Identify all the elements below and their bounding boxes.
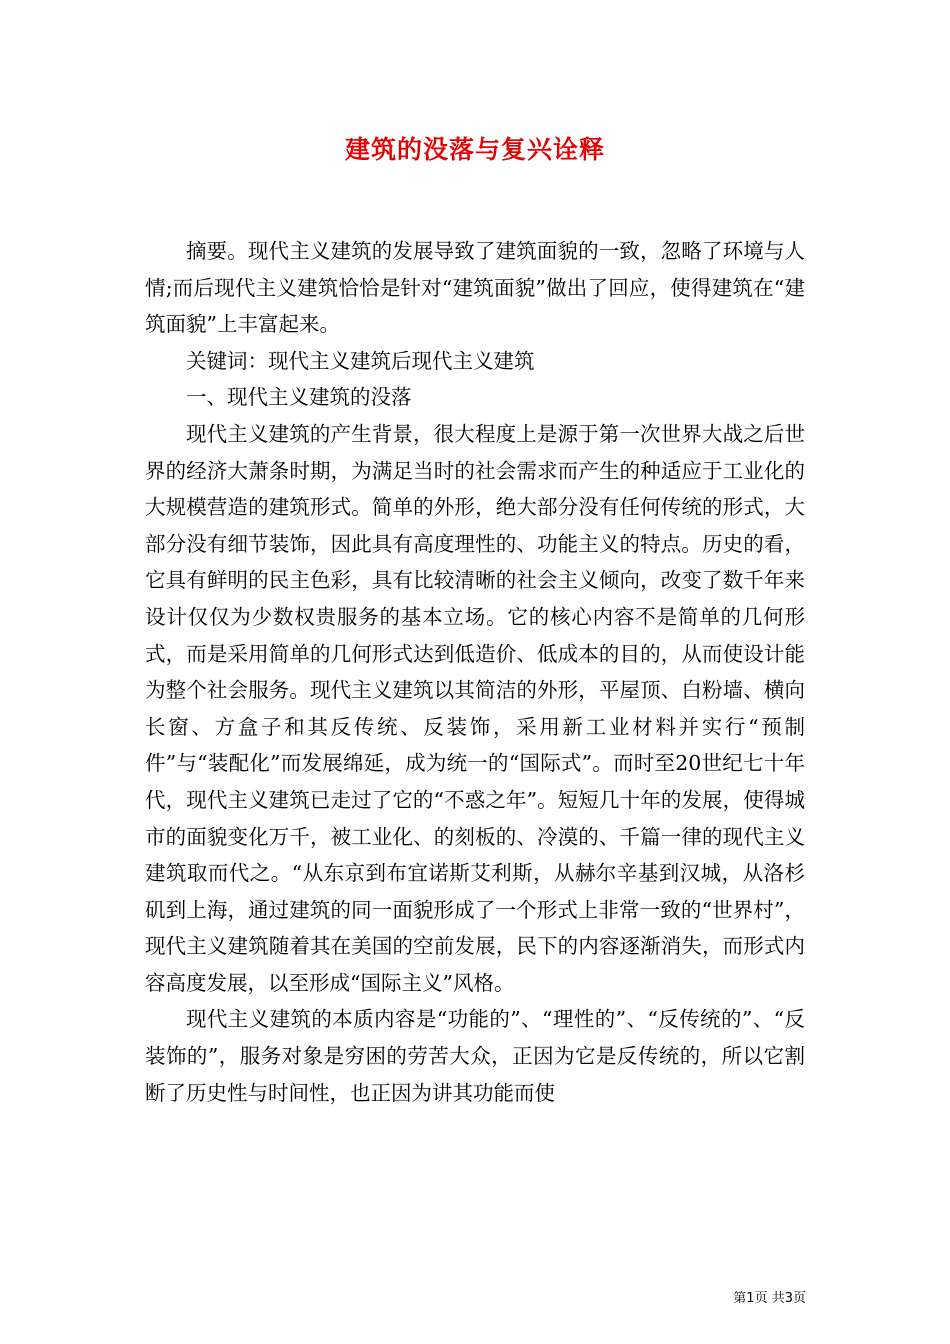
section-heading: 一、现代主义建筑的没落 (186, 385, 412, 410)
current-page-number: 1 (746, 1291, 755, 1306)
abstract-paragraph: 摘要。现代主义建筑的发展导致了建筑面貌的一致，忽略了环境与人情;而后现代主义建筑恰恰是针对“建筑面貌”做出了回应，使得建筑在“建筑面貌”上丰富起来。 (145, 239, 805, 337)
keywords-paragraph: 关键词：现代主义建筑后现代主义建筑 (186, 348, 535, 373)
footer-prefix: 第 (733, 1291, 747, 1306)
footer-suffix: 页 (792, 1291, 806, 1306)
body-paragraph: 现代主义建筑的本质内容是“功能的”、“理性的”、“反传统的”、“反装饰的”，服务对象是穷困的劳苦大众，正因为它是反传统的，所以它割断了历史性与时间性，也正因为讲其功能而使 (145, 1007, 805, 1105)
document-title: 建筑的没落与复兴诠释 (344, 135, 605, 164)
document-body (145, 233, 805, 1111)
footer-middle: 页 共 (754, 1291, 785, 1306)
body-paragraph: 现代主义建筑的产生背景，很大程度上是源于第一次世界大战之后世界的经济大萧条时期，为满足当时的社会需求而产生的种适应于工业化的大规模营造的建筑形式。简单的外形，绝大部分没有任何传统的形式，大部分没有细节装饰，因此具有高度理性的、功能主义的特点。历史的看，它具有鲜明的民主色彩，具有比较清晰的社会主义倾向，改变了数千年来设计仅仅为少数权贵服务的基本立场。它的核心内容不是简单的几何形式，而是采用简单的几何形式达到低造价、低成本的目的，从而使设计能为整个社会服务。现代主义建筑以其简洁的外形，平屋顶、白粉墙、横向长窗、方盒子和其反传统、反装饰，采用新工业材料并实行“预制件”与“装配化”而发展绵延，成为统一的“国际式”。而时至20世纪七十年代，现代主义建筑已走过了它的“不惑之年”。短短几十年的发展，使得城市的面貌变化万千，被工业化、的刻板的、冷漠的、千篇一律的现代主义建筑取而代之。“从东京到布宜诺斯艾利斯，从赫尔辛基到汉城，从洛杉矶到上海，通过建筑的同一面貌形成了一个形式上非常一致的“世界村”，现代主义建筑随着其在美国的空前发展，民下的内容逐渐消失，而形式内容高度发展，以至形成“国际主义”风格。 (145, 421, 805, 995)
page-footer (0, 1287, 806, 1306)
total-pages-number: 3 (784, 1291, 793, 1306)
